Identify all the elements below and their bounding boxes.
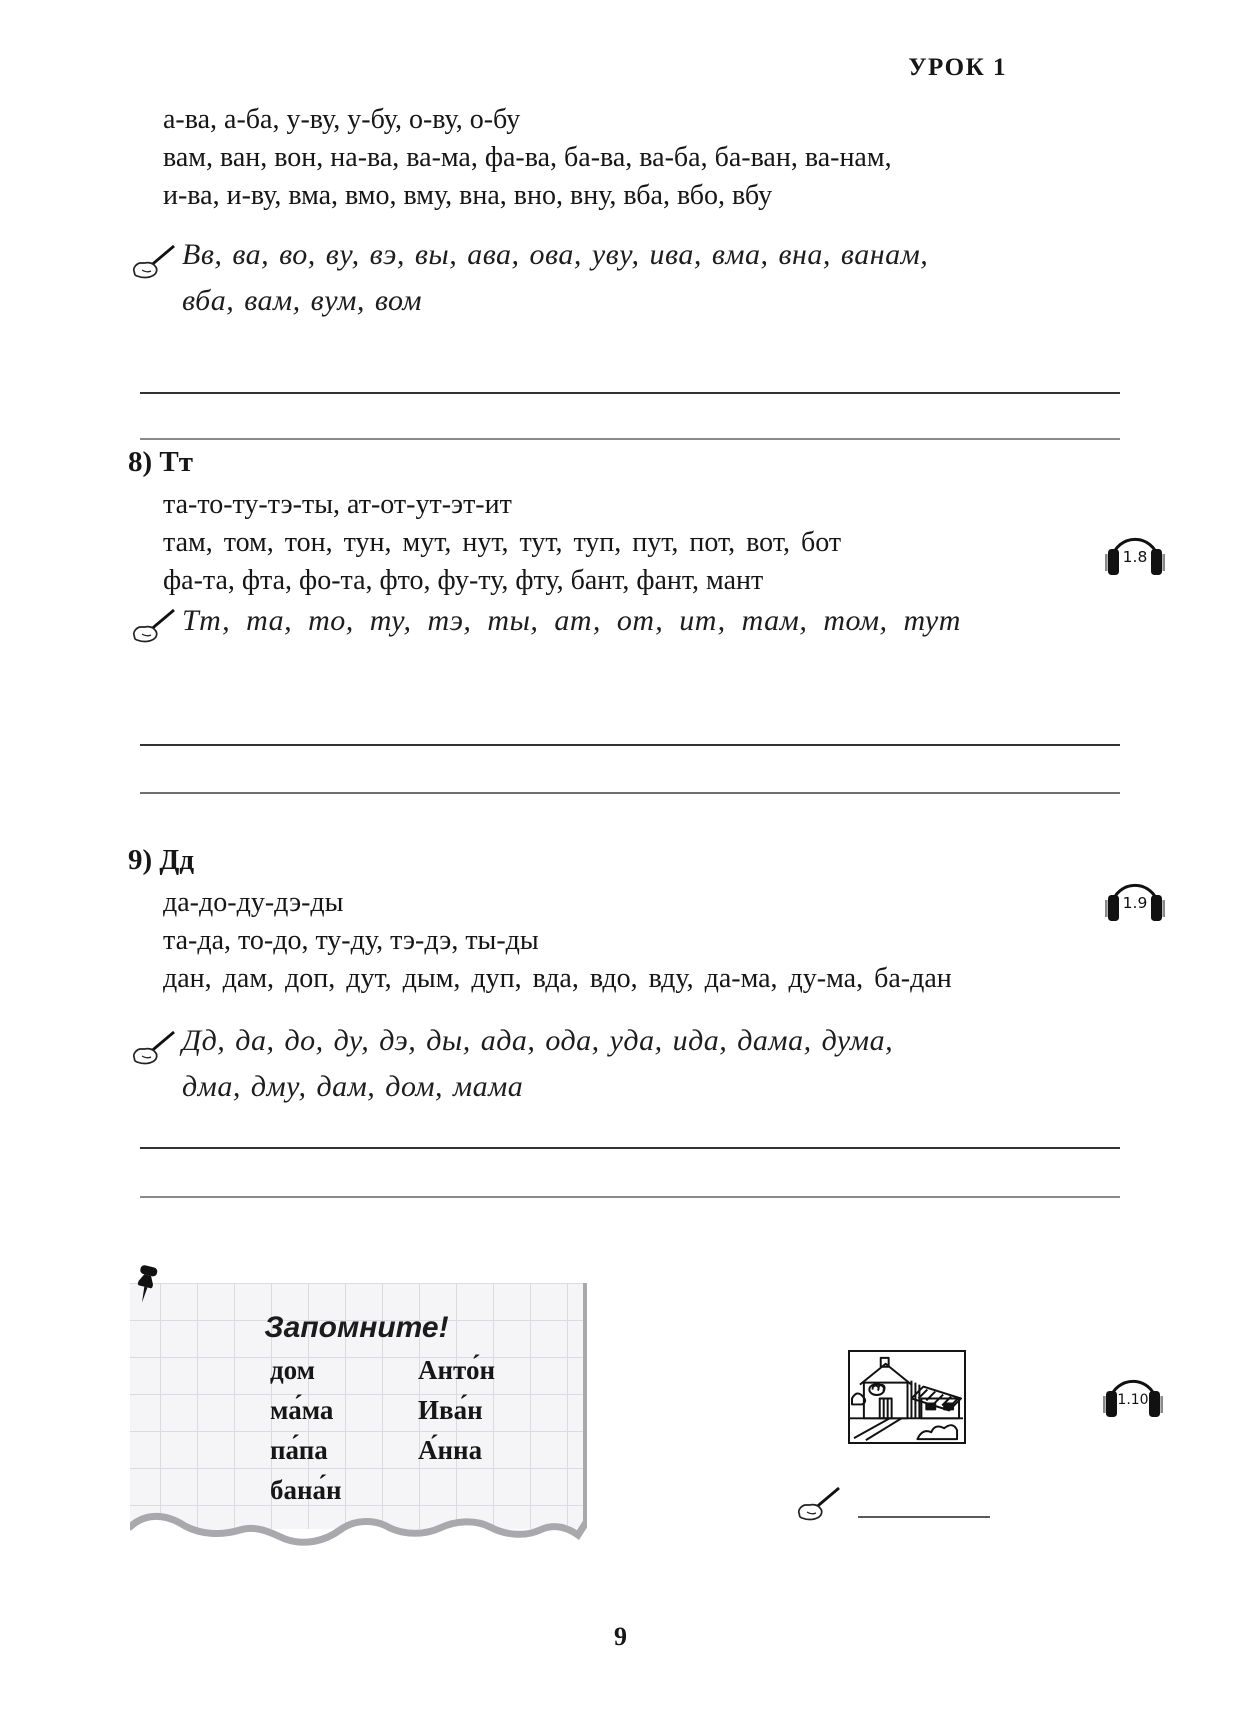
- memo-word: ма́ма: [270, 1395, 334, 1425]
- drill-line: там, том, тон, тун, мут, нут, тут, туп, пут, пот, вот, бот: [163, 527, 842, 558]
- memo-word: па́па: [270, 1435, 328, 1465]
- cursive-sample-d: [182, 1018, 893, 1110]
- memo-word: Ива́н: [418, 1395, 483, 1425]
- cursive-sample-t: [182, 598, 961, 644]
- drill-line: и-ва, и-ву, вма, вмо, вму, вна, вно, вну, вба, вбо, вбу: [163, 180, 773, 211]
- writing-hand-icon: [796, 1486, 842, 1527]
- audio-track-label: 1.10: [1117, 1392, 1149, 1408]
- torn-edge: [130, 1501, 587, 1553]
- drill-line: вам, ван, вон, на-ва, ва-ма, фа-ва, ба-ва, ва-ба, ба-ван, ва-нам,: [163, 142, 892, 173]
- drill-line: та-да, то-до, ту-ду, тэ-дэ, ты-ды: [163, 925, 539, 956]
- house-illustration: [848, 1350, 966, 1444]
- cursive-line: Тт, та, то, ту, тэ, ты, ат, от, ит, там, том, тут: [182, 604, 961, 637]
- writing-line: [140, 438, 1120, 440]
- writing-line: [140, 1147, 1120, 1149]
- memo-note: [130, 1283, 587, 1529]
- drill-line: фа-та, фта, фо-та, фто, фу-ту, фту, бант, фант, мант: [163, 565, 764, 596]
- cursive-line: вба, вам, вум, вом: [182, 284, 423, 317]
- writing-hand-icon: [131, 1030, 177, 1071]
- section-header-t: 8) Тт: [128, 446, 194, 478]
- writing-line: [140, 744, 1120, 746]
- section-header-d: 9) Дд: [128, 844, 195, 876]
- headphones-icon: [1104, 516, 1166, 583]
- writing-line: [140, 792, 1120, 794]
- cursive-line: Дд, да, до, ду, дэ, ды, ада, ода, уда, ида, дама, дума,: [182, 1024, 894, 1057]
- drill-block-v: [163, 101, 892, 215]
- drill-line: та-то-ту-тэ-ты, ат-от-ут-эт-ит: [163, 489, 512, 520]
- drill-line: дан, дам, доп, дут, дым, дуп, вда, вдо, вду, да-ма, ду-ма, ба-дан: [163, 963, 952, 994]
- memo-word: А́нна: [418, 1435, 483, 1465]
- cursive-line: Вв, ва, во, ву, вэ, вы, ава, ова, уву, ива, вма, вна, ванам,: [182, 238, 929, 271]
- cursive-line: дма, дму, дам, дом, мама: [182, 1070, 524, 1103]
- writing-line: [140, 392, 1120, 394]
- writing-hand-icon: [131, 244, 177, 285]
- writing-line: [140, 1196, 1120, 1198]
- lesson-header: УРОК 1: [908, 54, 1007, 81]
- memo-word: Анто́н: [418, 1355, 496, 1385]
- audio-track-label: 1.9: [1122, 894, 1148, 912]
- memo-word: бана́н: [270, 1475, 342, 1505]
- drill-block-t: [163, 486, 841, 600]
- drill-line: да-до-ду-дэ-ды: [163, 887, 344, 918]
- drill-block-d: [163, 884, 952, 998]
- headphones-icon: [1104, 862, 1166, 929]
- drill-line: а-ва, а-ба, у-ву, у-бу, о-ву, о-бу: [163, 104, 521, 135]
- page-number: 9: [614, 1622, 627, 1651]
- writing-hand-icon: [131, 608, 177, 649]
- audio-track-label: 1.8: [1122, 548, 1148, 566]
- memo-title: Запомните!: [264, 1311, 449, 1344]
- answer-blank-line: [858, 1516, 990, 1518]
- memo-word: дом: [270, 1355, 316, 1385]
- headphones-icon: [1102, 1358, 1164, 1425]
- pushpin-icon: [130, 1264, 164, 1317]
- cursive-sample-v: [182, 232, 928, 324]
